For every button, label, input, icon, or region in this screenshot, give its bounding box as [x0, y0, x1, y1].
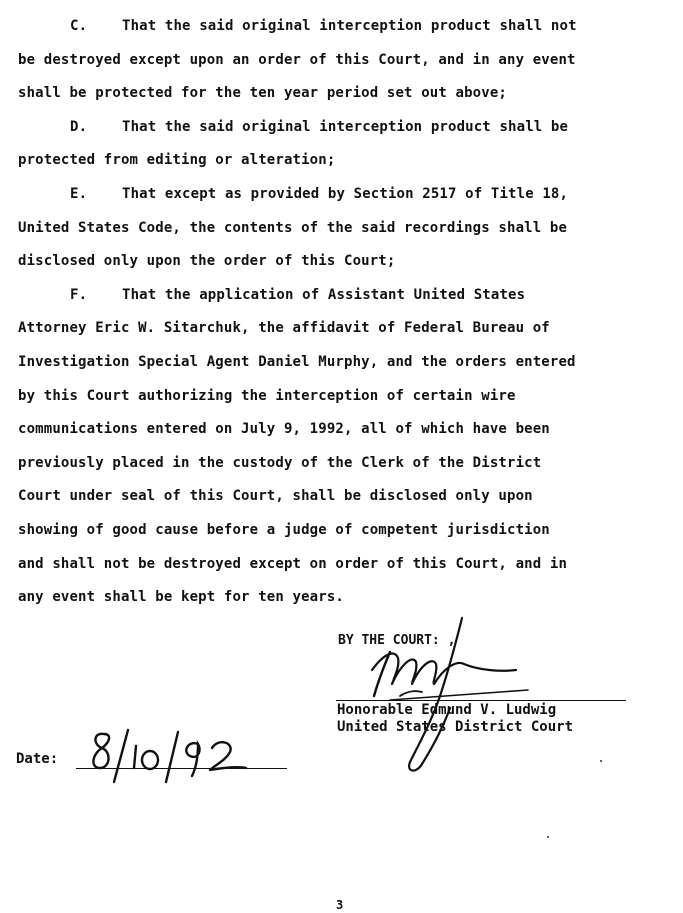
paragraph-label: D. [70, 118, 88, 135]
paragraph-line-row [18, 44, 678, 78]
judge-title: United States District Court [337, 719, 574, 735]
paragraph-d [18, 111, 678, 145]
paragraph-line: That the said original interception product shall be [122, 118, 569, 135]
scan-speck [547, 836, 549, 838]
paragraph-line-row [18, 380, 678, 414]
paragraph-line: and shall not be destroyed except on order of this Court, and in [18, 555, 568, 572]
signature-line [336, 700, 626, 701]
paragraph-line: United States Code, the contents of the said recordings shall be [18, 219, 568, 236]
handwritten-date [84, 722, 254, 784]
paragraph-f [18, 279, 678, 313]
date-label: Date: [16, 751, 59, 767]
judge-name: Honorable Edmund V. Ludwig [337, 702, 557, 718]
paragraph-line: Investigation Special Agent Daniel Murphy, and the orders entered [18, 353, 576, 370]
judge-name-block [337, 702, 573, 736]
scan-speck [600, 760, 602, 762]
paragraph-line: shall be protected for the ten year period set out above; [18, 85, 507, 102]
paragraph-line: be destroyed except upon an order of this Court, and in any event [18, 51, 576, 68]
paragraph-line-row [18, 514, 678, 548]
paragraph-line-row [18, 346, 678, 380]
paragraph-line: Attorney Eric W. Sitarchuk, the affidavit of Federal Bureau of [18, 320, 550, 337]
paragraph-c [18, 10, 678, 44]
paragraph-line: Court under seal of this Court, shall be disclosed only upon [18, 488, 533, 505]
paragraph-line-row [18, 245, 678, 279]
paragraph-line-row [18, 548, 678, 582]
paragraph-line: disclosed only upon the order of this Court; [18, 253, 396, 270]
paragraph-line: That the said original interception product shall not [122, 18, 577, 34]
judge-signature [360, 612, 540, 782]
paragraph-line-row [18, 212, 678, 246]
paragraph-line: communications entered on July 9, 1992, all of which have been [18, 421, 550, 438]
paragraph-label: C. [70, 18, 88, 34]
paragraph-line-row [18, 413, 678, 447]
paragraph-line: previously placed in the custody of the Clerk of the District [18, 454, 542, 471]
paragraph-label: E. [70, 185, 88, 202]
by-the-court-label: BY THE COURT: , [338, 633, 456, 648]
order-body [18, 10, 678, 615]
paragraph-label: F. [70, 286, 88, 303]
page-number: 3 [336, 898, 344, 912]
paragraph-line: any event shall be kept for ten years. [18, 589, 344, 606]
paragraph-line: showing of good cause before a judge of competent jurisdiction [18, 521, 550, 538]
paragraph-line: That except as provided by Section 2517 of Title 18, [122, 185, 569, 202]
date-line [76, 768, 287, 769]
paragraph-line: That the application of Assistant United States [122, 286, 526, 303]
paragraph-line-row [18, 77, 678, 111]
paragraph-line-row [18, 312, 678, 346]
paragraph-line-row [18, 480, 678, 514]
paragraph-line: by this Court authorizing the interception of certain wire [18, 387, 516, 404]
paragraph-line-row [18, 581, 678, 615]
paragraph-line: protected from editing or alteration; [18, 152, 336, 169]
paragraph-line-row [18, 447, 678, 481]
paragraph-e [18, 178, 678, 212]
paragraph-line-row [18, 144, 678, 178]
